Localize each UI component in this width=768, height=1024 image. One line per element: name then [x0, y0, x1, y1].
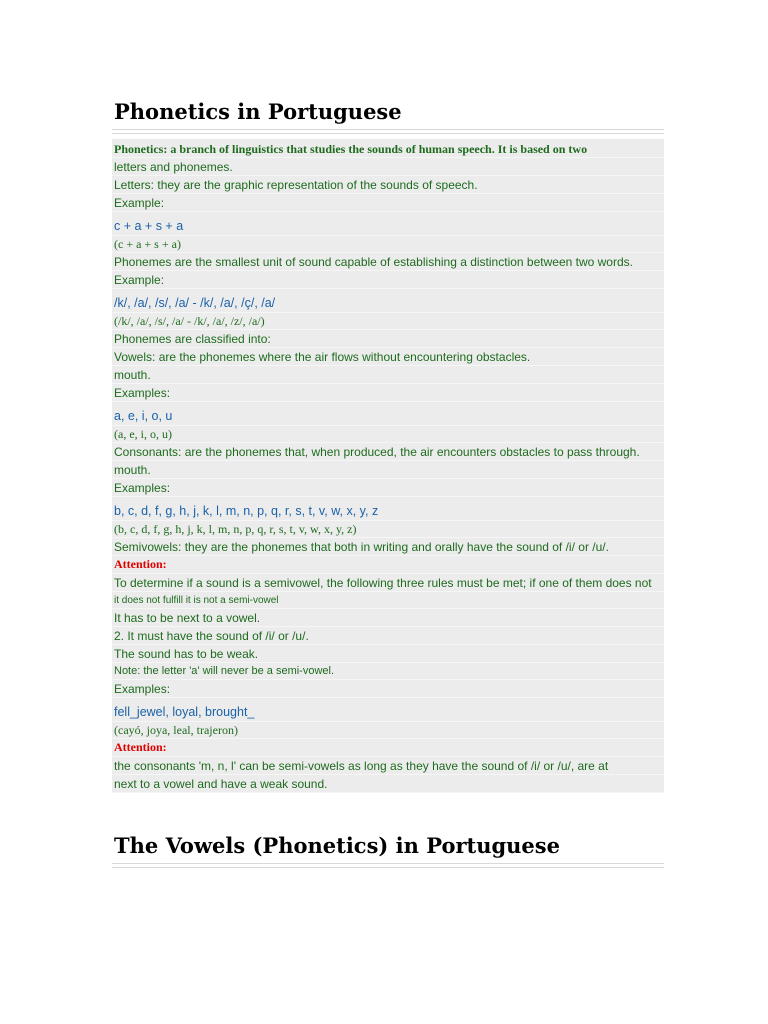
text-line: Letters: they are the graphic representation of the sounds of speech.: [112, 176, 664, 194]
text-line: Example:: [112, 271, 664, 289]
text-line: The sound has to be weak.: [112, 645, 664, 663]
text-line: To determine if a sound is a semivowel, the following three rules must be met; if one of them does not: [112, 574, 664, 592]
title-divider: [112, 129, 664, 134]
phonetics-content: [112, 139, 664, 793]
text-line: Phonemes are classified into:: [112, 330, 664, 348]
text-line: Example:: [112, 194, 664, 212]
text-line: mouth.: [112, 366, 664, 384]
text-line: it does not fulfill it is not a semi-vowel: [112, 592, 664, 609]
text-line: Examples:: [112, 680, 664, 698]
text-line: Phonetics: a branch of linguistics that studies the sounds of human speech. It is based on two: [112, 139, 664, 158]
attention-label: Attention:: [112, 739, 664, 757]
example-line: fell_jewel, loyal, brought_: [112, 698, 664, 722]
example-line: c + a + s + a: [112, 212, 664, 236]
example-line: b, c, d, f, g, h, j, k, l, m, n, p, q, r, s, t, v, w, x, y, z: [112, 497, 664, 521]
text-line: Examples:: [112, 479, 664, 497]
text-line: the consonants 'm, n, l' can be semi-vowels as long as they have the sound of /i/ or /u/, are at: [112, 757, 664, 775]
section-title-phonetics: Phonetics in Portuguese: [114, 99, 402, 124]
text-line: Consonants: are the phonemes that, when produced, the air encounters obstacles to pass through.: [112, 443, 664, 461]
text-line: (cayó, joya, leal, trajeron): [112, 722, 664, 739]
text-line: (c + a + s + a): [112, 236, 664, 253]
text-line: (b, c, d, f, g, h, j, k, l, m, n, p, q, r, s, t, v, w, x, y, z): [112, 521, 664, 538]
text-line: Vowels: are the phonemes where the air flows without encountering obstacles.: [112, 348, 664, 366]
text-line: It has to be next to a vowel.: [112, 609, 664, 627]
section-title-vowels: The Vowels (Phonetics) in Portuguese: [114, 833, 560, 858]
title-divider-2: [112, 863, 664, 868]
example-line: /k/, /a/, /s/, /a/ - /k/, /a/, /ç/, /a/: [112, 289, 664, 313]
text-line: Examples:: [112, 384, 664, 402]
text-line: (a, e, i, o, u): [112, 426, 664, 443]
text-line: Semivowels: they are the phonemes that both in writing and orally have the sound of /i/ or /u/.: [112, 538, 664, 556]
text-line: 2. It must have the sound of /i/ or /u/.: [112, 627, 664, 645]
example-line: a, e, i, o, u: [112, 402, 664, 426]
text-line: next to a vowel and have a weak sound.: [112, 775, 664, 793]
text-line: Note: the letter 'a' will never be a semi-vowel.: [112, 663, 664, 680]
text-line: (/k/, /a/, /s/, /a/ - /k/, /a/, /z/, /a/): [112, 313, 664, 330]
text-line: mouth.: [112, 461, 664, 479]
text-line: letters and phonemes.: [112, 158, 664, 176]
attention-label: Attention:: [112, 556, 664, 574]
text-line: Phonemes are the smallest unit of sound capable of establishing a distinction between two words.: [112, 253, 664, 271]
